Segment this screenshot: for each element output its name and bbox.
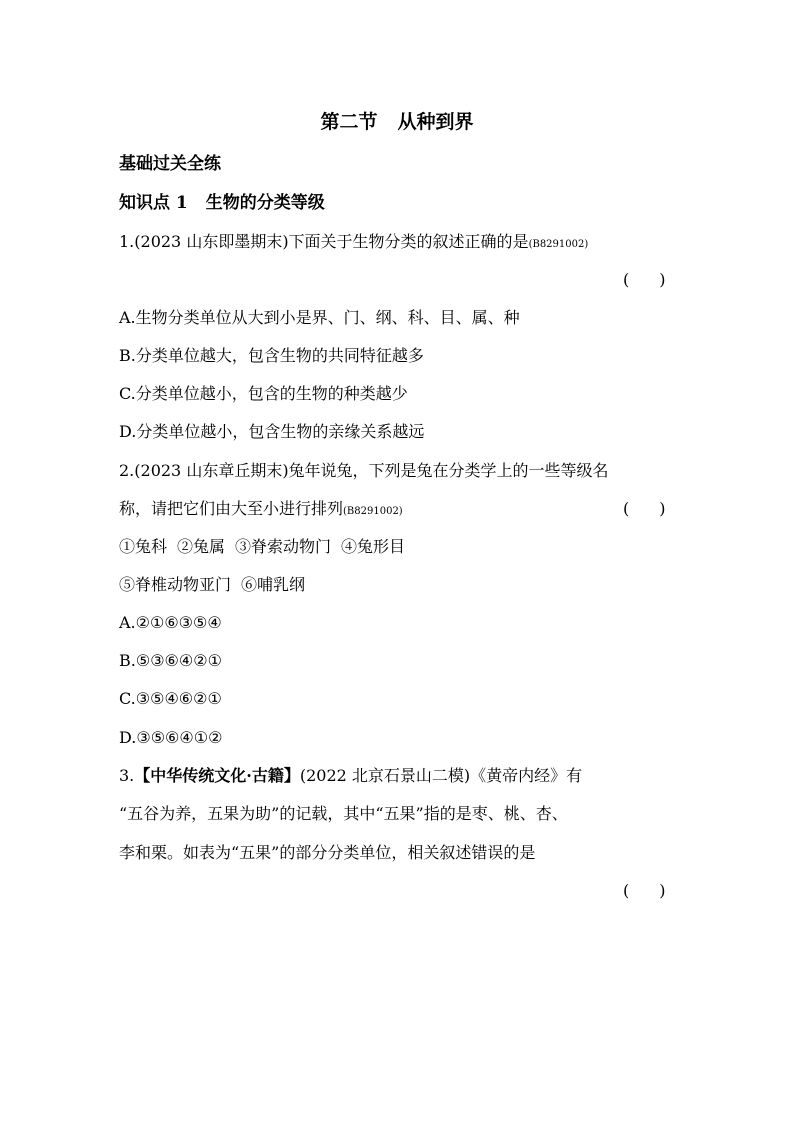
question-2-item: ②兔属: [177, 537, 226, 556]
question-1-option-d: D.分类单位越小，包含生物的亲缘关系越远: [119, 422, 425, 441]
question-2-code: (B8291002): [343, 506, 403, 517]
question-3-tag: 【中华传统文化·古籍】: [134, 766, 300, 785]
question-1-option-c: C.分类单位越小，包含的生物的种类越少: [119, 384, 408, 403]
title-part-2: 从种到界: [397, 111, 474, 133]
question-3-answer-parens: ( ): [623, 881, 666, 900]
question-1-code: (B8291002): [528, 239, 589, 250]
question-2-item: ③脊索动物门: [235, 537, 332, 556]
question-2-items-row-2: [119, 574, 315, 596]
question-2-item: ⑤脊椎动物亚门: [119, 575, 232, 594]
question-2-item: ④兔形目: [341, 537, 406, 556]
question-2-stem-line-2: [119, 498, 403, 523]
knowledge-point-heading: [119, 192, 325, 214]
question-2-item: ①兔科: [119, 537, 168, 556]
question-3-stem-line-3: 李和栗。如表为“五果”的部分分类单位，相关叙述错误的是: [119, 843, 536, 862]
question-3-stem-line-1: [119, 765, 582, 787]
question-1-answer-parens: ( ): [623, 270, 666, 289]
question-1-option-a: A.生物分类单位从大到小是界、门、纲、科、目、属、种: [119, 308, 520, 327]
section-heading: 基础过关全练: [119, 154, 221, 174]
question-2-item: ⑥哺乳纲: [241, 575, 306, 594]
question-1-text: 1.(2023 山东即墨期末)下面关于生物分类的叙述正确的是: [119, 232, 529, 251]
question-2-option-b: B.⑤③⑥④②①: [119, 651, 222, 670]
question-1-option-b: B.分类单位越大，包含生物的共同特征越多: [119, 346, 424, 365]
question-2-answer-parens: ( ): [623, 499, 666, 518]
question-2-stem-line-1: 2.(2023 山东章丘期末)兔年说兔，下列是兔在分类学上的一些等级名: [119, 461, 609, 480]
question-1-stem: [119, 231, 588, 256]
title-part-1: 第二节: [320, 111, 378, 133]
knowledge-point-name: 生物的分类等级: [205, 193, 325, 213]
question-2-items-row-1: [119, 536, 415, 558]
question-2-option-a: A.②①⑥③⑤④: [119, 613, 222, 632]
knowledge-point-number: 知识点 1: [119, 193, 188, 213]
question-2-option-d: D.③⑤⑥④①②: [119, 728, 223, 747]
question-2-option-c: C.③⑤④⑥②①: [119, 689, 222, 708]
question-3-number: 3.: [119, 766, 135, 785]
section-title: [0, 109, 794, 135]
question-3-stem-line-2: “五谷为养，五果为助”的记载，其中“五果”指的是枣、桃、杏、: [119, 804, 568, 823]
question-2-text: 称，请把它们由大至小进行排列: [119, 499, 344, 518]
question-3-text: (2022 北京石景山二模)《黄帝内经》有: [299, 766, 583, 785]
